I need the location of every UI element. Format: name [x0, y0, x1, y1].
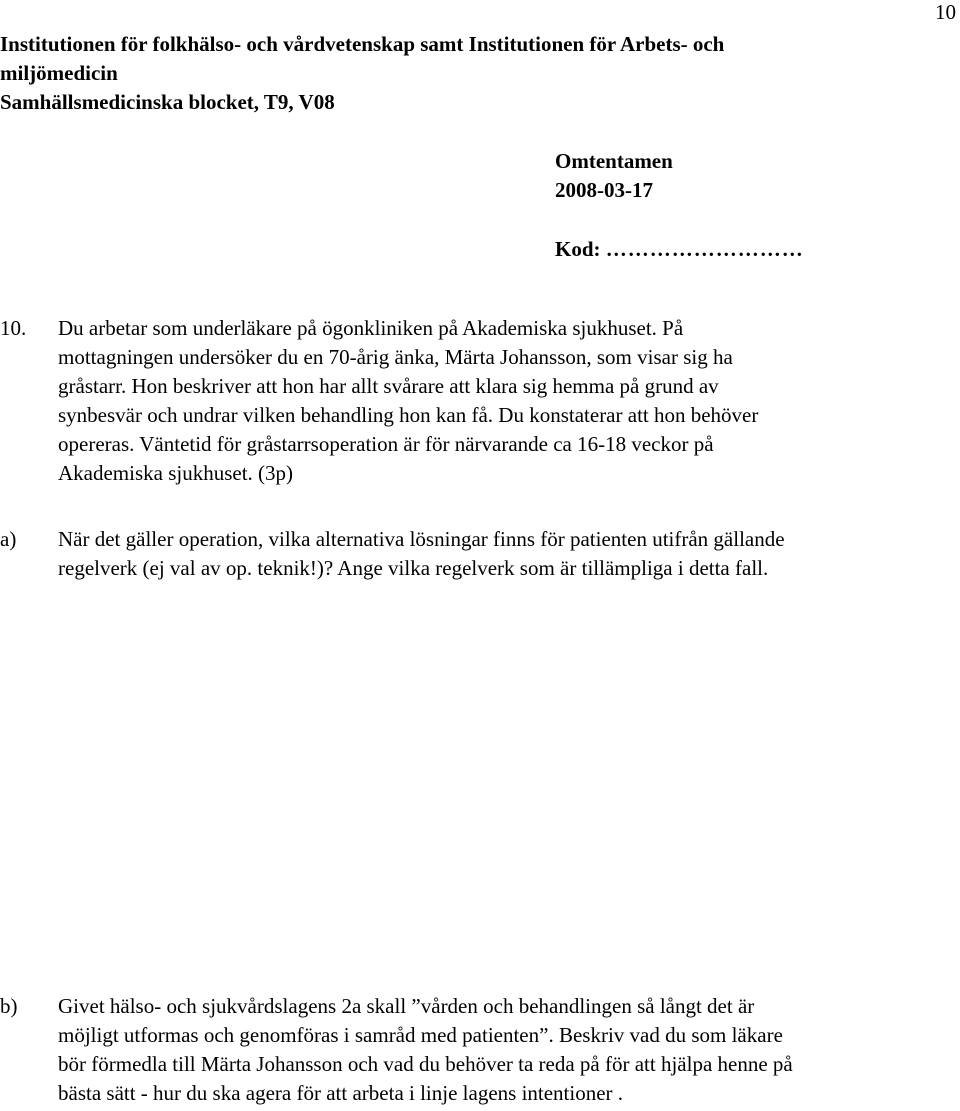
- exam-info: [555, 147, 673, 205]
- sub-question-line: möjligt utformas och genomföras i samråd med patienten”. Beskriv vad du som läkare: [58, 1023, 783, 1047]
- question-text: [58, 314, 958, 488]
- question-number: 10.: [0, 316, 27, 340]
- sub-question-line: bör förmedla till Märta Johansson och vad du behöver ta reda på för att hjälpa henne på: [58, 1052, 793, 1076]
- institution-header: [0, 30, 940, 117]
- sub-question-a-text: [58, 525, 958, 583]
- sub-question-line: När det gäller operation, vilka alternativa lösningar finns för patienten utifrån gällande: [58, 527, 785, 551]
- question-line: Akademiska sjukhuset. (3p): [58, 461, 294, 485]
- exam-title: Omtentamen: [555, 149, 673, 173]
- header-line-2: miljömedicin: [0, 61, 118, 85]
- code-field: [555, 235, 804, 264]
- header-line-3: Samhällsmedicinska blocket, T9, V08: [0, 90, 335, 114]
- header-line-1: Institutionen för folkhälso- och vårdvetenskap samt Institutionen för Arbets- och: [0, 32, 725, 56]
- question-line: synbesvär och undrar vilken behandling hon kan få. Du konstaterar att hon behöver: [58, 403, 759, 427]
- sub-question-line: bästa sätt - hur du ska agera för att arbeta i linje lagens intentioner .: [58, 1081, 624, 1105]
- code-label: Kod:: [555, 237, 601, 261]
- exam-date: 2008-03-17: [555, 178, 653, 202]
- question-line: mottagningen undersöker du en 70-årig änka, Märta Johansson, som visar sig ha: [58, 345, 733, 369]
- question-line: gråstarr. Hon beskriver att hon har allt svårare att klara sig hemma på grund av: [58, 374, 719, 398]
- sub-question-line: Givet hälso- och sjukvårdslagens 2a skall ”vården och behandlingen så långt det är: [58, 994, 755, 1018]
- page-number: 10: [935, 0, 956, 24]
- question-line: opereras. Väntetid för gråstarrsoperation är för närvarande ca 16-18 veckor på: [58, 432, 714, 456]
- sub-question-b-text: [58, 992, 958, 1108]
- sub-question-line: regelverk (ej val av op. teknik!)? Ange vilka regelverk som är tillämpliga i detta fall.: [58, 556, 769, 580]
- sub-question-b-label: b): [0, 994, 18, 1018]
- sub-question-a-label: a): [0, 527, 17, 551]
- question-line: Du arbetar som underläkare på ögonkliniken på Akademiska sjukhuset. På: [58, 316, 684, 340]
- code-blank: ………………………: [605, 237, 804, 261]
